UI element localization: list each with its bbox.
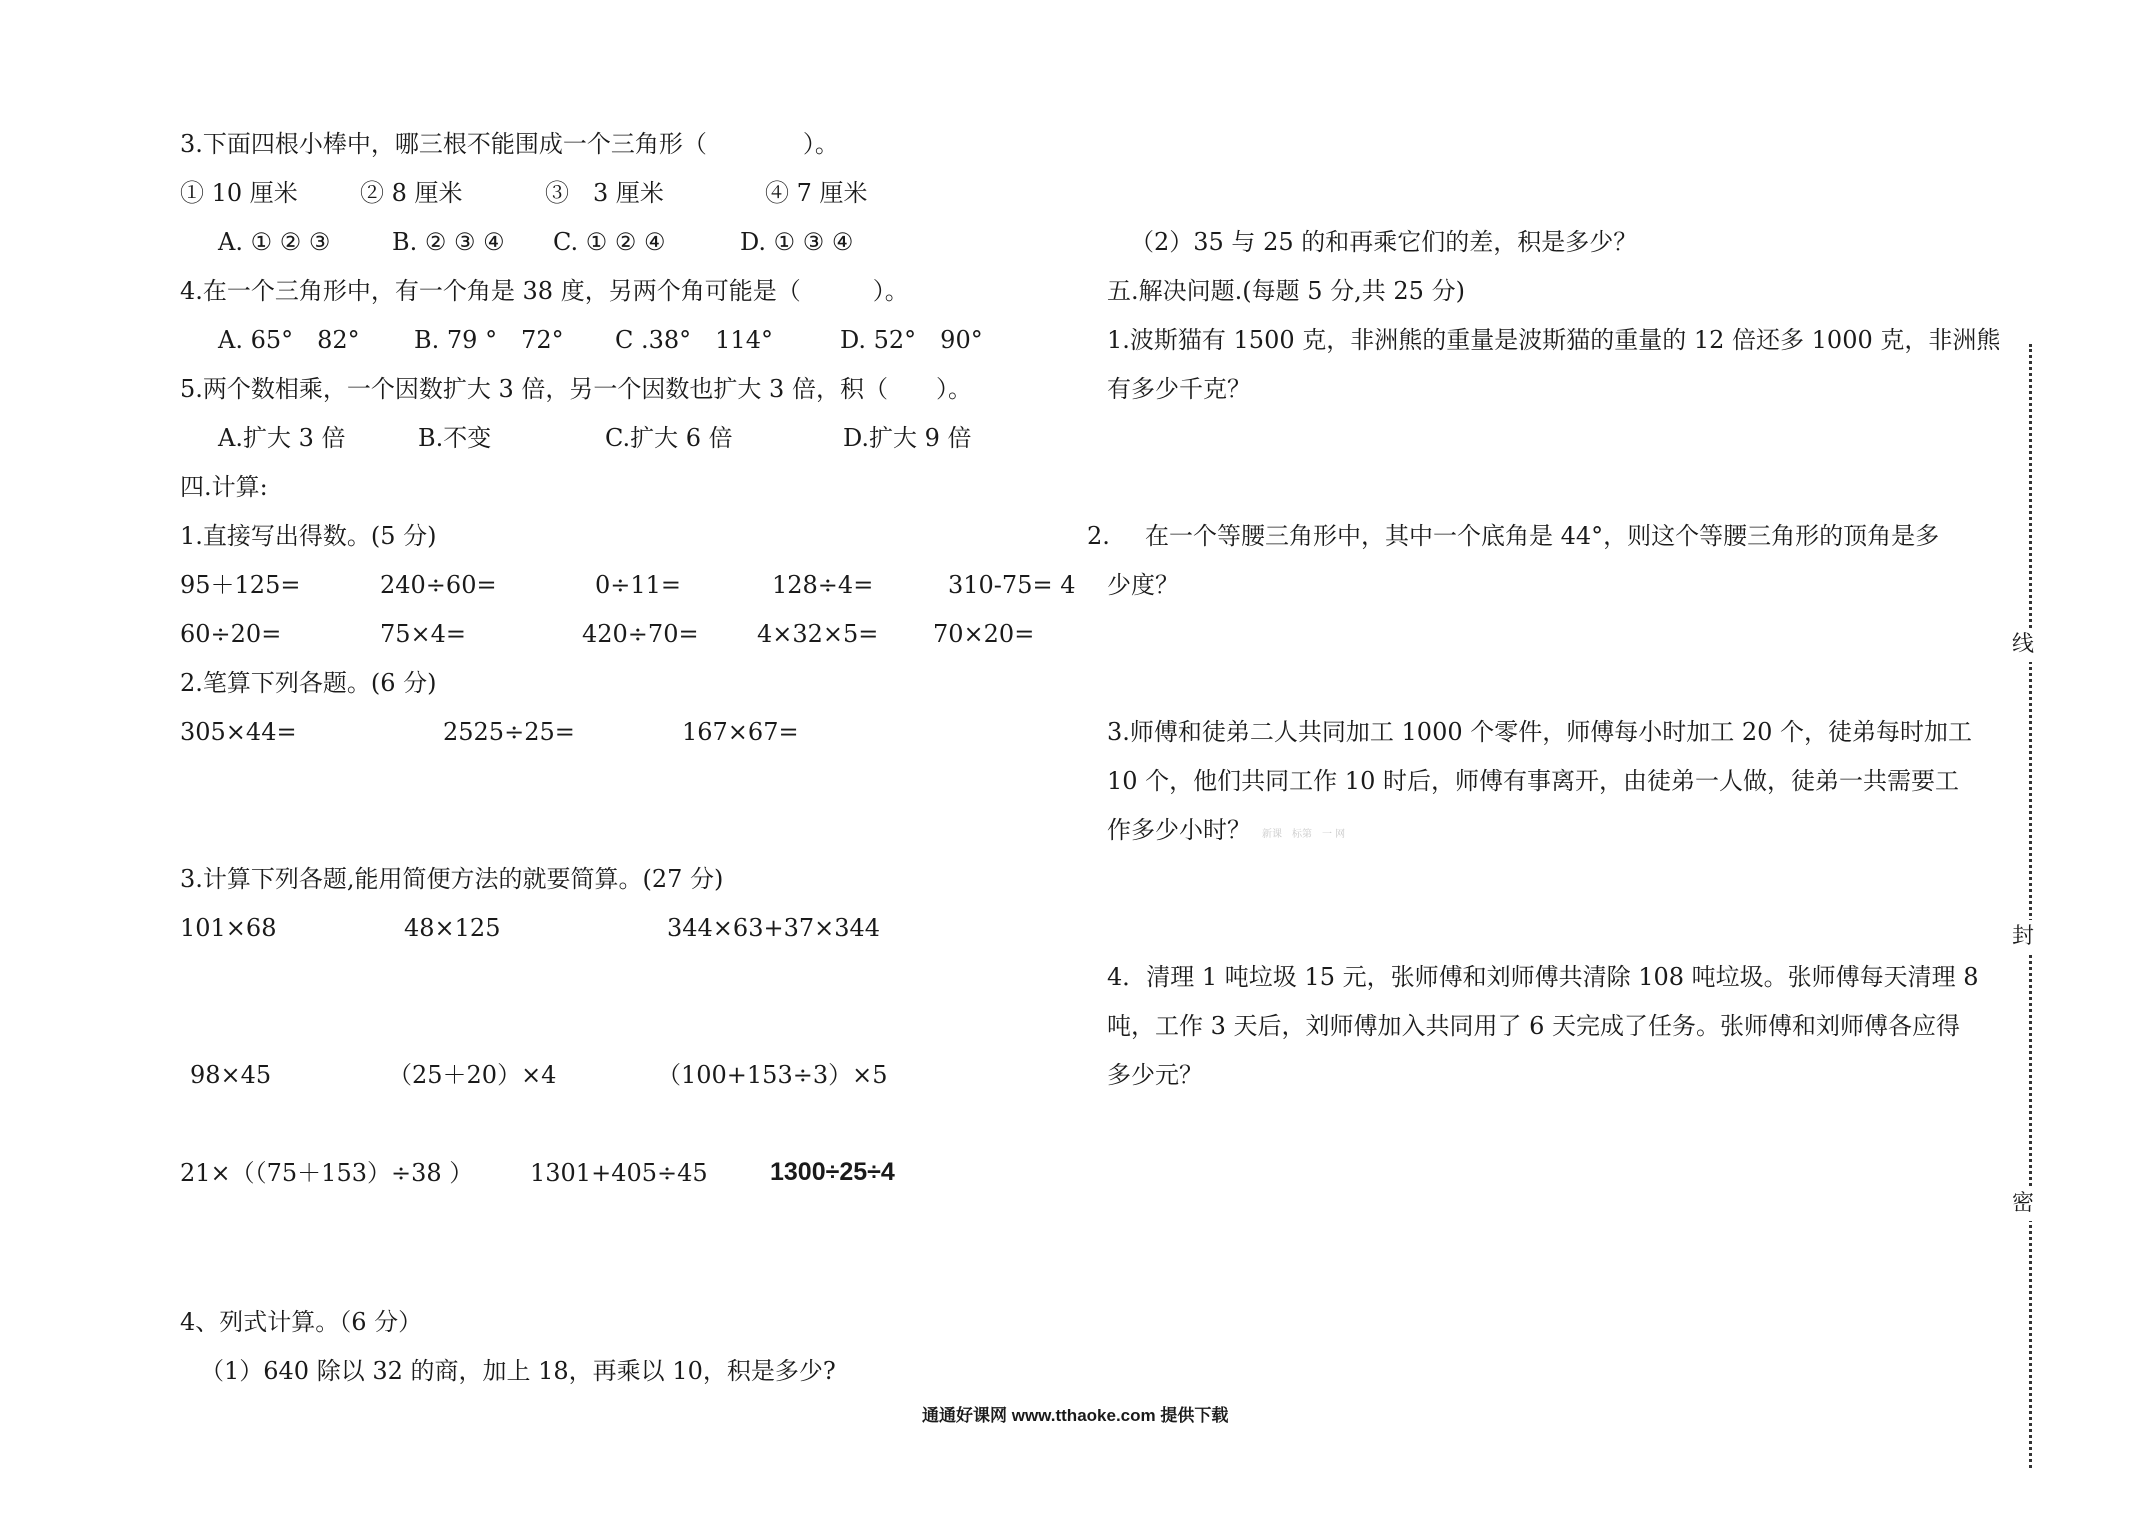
- section-4-title: 四.计算:: [180, 473, 268, 501]
- calc1-item: 128÷4=: [772, 571, 874, 599]
- q4-option-a: A. 65° 82°: [218, 326, 360, 354]
- seal-char-xian: 线: [2012, 628, 2034, 662]
- calc4-problem-1: （1）640 除以 32 的商，加上 18，再乘以 10，积是多少?: [200, 1357, 836, 1385]
- calc1-item: 60÷20=: [180, 620, 282, 648]
- q4-stem: 4.在一个三角形中，有一个角是 38 度，另两个角可能是（ ）。: [180, 277, 909, 305]
- calc3-item: 48×125: [404, 914, 501, 942]
- q3-stem: 3.下面四根小棒中，哪三根不能围成一个三角形（ ）。: [180, 130, 839, 158]
- q3-stick-2: ② 8 厘米: [360, 179, 463, 207]
- q3-stick-3: ③ 3 厘米: [545, 179, 664, 207]
- solve-2-line: 在一个等腰三角形中，其中一个底角是 44°，则这个等腰三角形的顶角是多: [1145, 522, 1940, 550]
- calc2-item: 2525÷25=: [443, 718, 575, 746]
- calc1-title: 1.直接写出得数。(5 分): [180, 522, 437, 550]
- q4-option-d: D. 52° 90°: [840, 326, 983, 354]
- section-5-title: 五.解决问题.(每题 5 分,共 25 分): [1107, 277, 1465, 305]
- q5-stem: 5.两个数相乘，一个因数扩大 3 倍，另一个因数也扩大 3 倍，积（ ）。: [180, 375, 972, 403]
- footer-text: 通通好课网 www.tthaoke.com 提供下载: [922, 1406, 1229, 1425]
- seal-dotted-line: [2029, 344, 2032, 1468]
- q5-option-d: D.扩大 9 倍: [843, 424, 972, 452]
- solve-3-line: 10 个，他们共同工作 10 时后，师傅有事离开，由徒弟一人做，徒弟一共需要工: [1107, 767, 1959, 795]
- seal-char-feng: 封: [2012, 920, 2034, 954]
- calc2-title: 2.笔算下列各题。(6 分): [180, 669, 437, 697]
- calc1-item: 420÷70=: [582, 620, 699, 648]
- solve-1-line: 有多少千克？: [1107, 375, 1251, 403]
- calc2-item: 167×67=: [682, 718, 799, 746]
- calc3-item: 1300÷25÷4: [770, 1158, 895, 1186]
- q3-option-d: D. ① ③ ④: [740, 228, 854, 256]
- solve-3-line: 作多少小时？: [1107, 816, 1251, 844]
- calc4-problem-2: （2）35 与 25 的和再乘它们的差，积是多少？: [1130, 228, 1638, 256]
- calc1-item: 310-75= 4: [948, 571, 1076, 599]
- calc3-item: 98×45: [190, 1061, 272, 1089]
- seal-char-mi: 密: [2012, 1187, 2034, 1221]
- q5-option-a: A.扩大 3 倍: [218, 424, 346, 452]
- calc3-item: （25＋20）×4: [388, 1061, 557, 1089]
- q5-option-b: B.不变: [418, 424, 492, 452]
- solve-2-line: 少度？: [1107, 571, 1179, 599]
- calc2-item: 305×44=: [180, 718, 297, 746]
- q5-option-c: C.扩大 6 倍: [605, 424, 733, 452]
- q3-option-c: C. ① ② ④: [553, 228, 666, 256]
- calc1-item: 0÷11=: [595, 571, 682, 599]
- solve-4-line: 吨，工作 3 天后，刘师傅加入共同用了 6 天完成了任务。张师傅和刘师傅各应得: [1107, 1012, 1961, 1040]
- solve-1-line: 1.波斯猫有 1500 克，非洲熊的重量是波斯猫的重量的 12 倍还多 1000 克，非洲熊: [1107, 326, 2001, 354]
- q4-option-c: C .38° 114°: [615, 326, 773, 354]
- faint-watermark: 新课 标第 一 网: [1262, 829, 1346, 840]
- q3-stick-1: ① 10 厘米: [180, 179, 298, 207]
- calc1-item: 75×4=: [380, 620, 467, 648]
- calc1-item: 240÷60=: [380, 571, 497, 599]
- q4-option-b: B. 79 ° 72°: [414, 326, 564, 354]
- calc3-title: 3.计算下列各题,能用简便方法的就要简算。(27 分): [180, 865, 724, 893]
- calc3-item: 1301+405÷45: [530, 1159, 708, 1187]
- calc4-title: 4、列式计算。（6 分）: [180, 1308, 423, 1336]
- solve-2-number: 2.: [1087, 522, 1110, 550]
- q3-option-b: B. ② ③ ④: [392, 228, 505, 256]
- calc3-item: 344×63+37×344: [667, 914, 881, 942]
- calc1-item: 70×20=: [933, 620, 1035, 648]
- solve-4-line: 4．清理 1 吨垃圾 15 元，张师傅和刘师傅共清除 108 吨垃圾。张师傅每天清理 8: [1107, 963, 1979, 991]
- solve-4-line: 多少元？: [1107, 1061, 1203, 1089]
- calc1-item: 95＋125=: [180, 571, 301, 599]
- calc3-item: 21×（（75＋153）÷38 ）: [180, 1159, 474, 1187]
- q3-stick-4: ④ 7 厘米: [765, 179, 868, 207]
- q3-option-a: A. ① ② ③: [218, 228, 331, 256]
- calc3-item: 101×68: [180, 914, 277, 942]
- calc1-item: 4×32×5=: [757, 620, 879, 648]
- calc3-item: （100+153÷3）×5: [657, 1061, 888, 1089]
- solve-3-line: 3.师傅和徒弟二人共同加工 1000 个零件，师傅每小时加工 20 个，徒弟每时加工: [1107, 718, 1973, 746]
